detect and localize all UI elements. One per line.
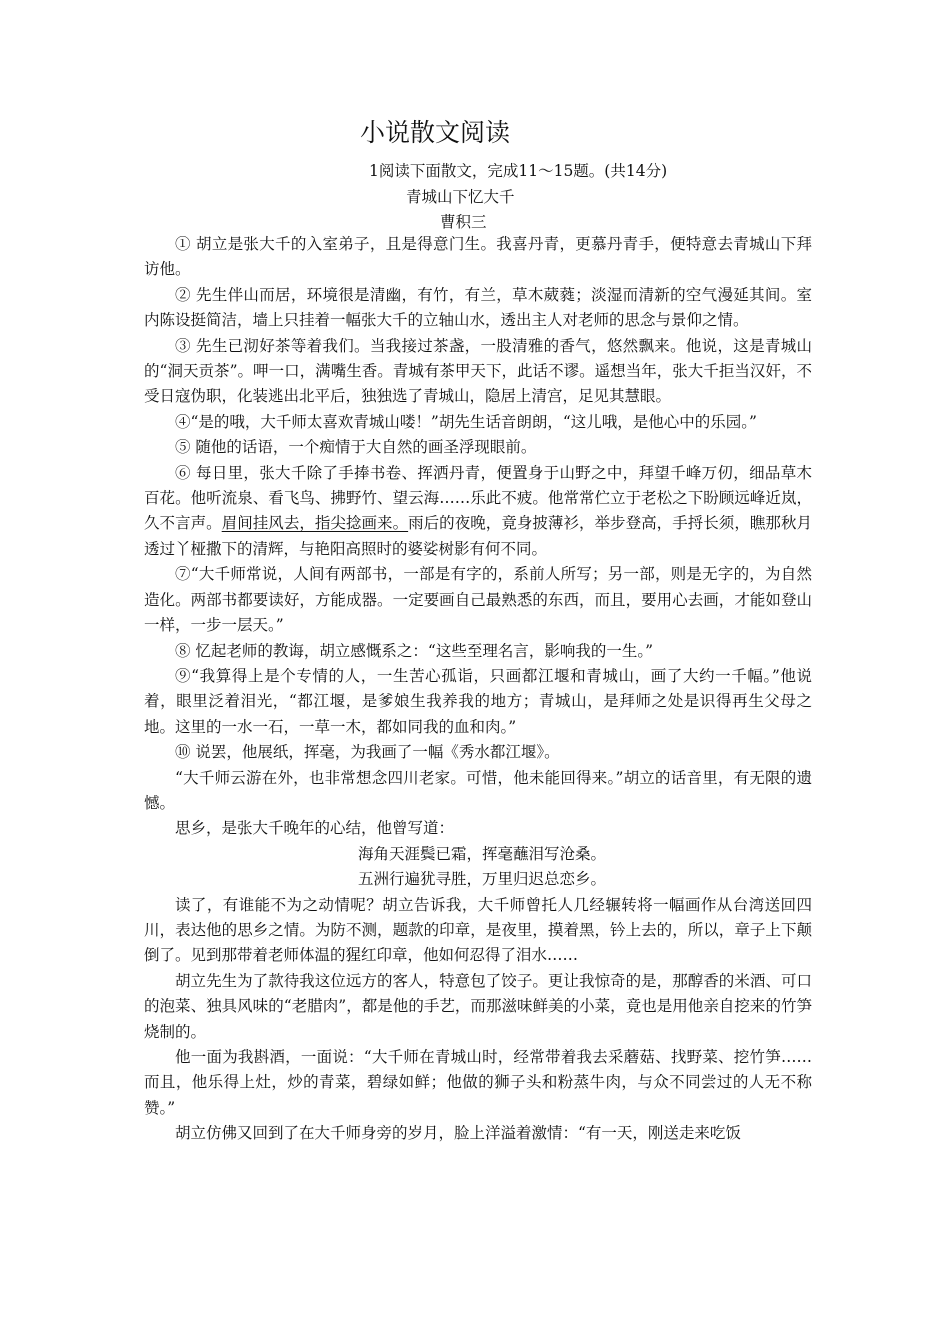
essay-title: 青城山下忆大千 <box>406 188 515 206</box>
underlined-sentence: 眉间挂风去，指尖捻画来。 <box>221 514 409 533</box>
paragraph: “大千师云游在外，也非常想念四川老家。可惜，他未能回得来。”胡立的话音里，有无限的遗憾。 <box>144 768 812 812</box>
paragraph: ⑩ 说罢，他展纸，挥毫，为我画了一幅《秀水都江堰》。 <box>175 743 560 762</box>
paragraph-6-before: ⑥ 每日里，张大千除了手捧书卷、挥洒丹青，便置身于山野之中，拜望千峰万仞，细品草木百花。他听流泉、看飞鸟、拂野竹、望云海……乐此不疲。他常常伫立于老松之下盼顾远峰近岚，久不言声。 <box>144 463 812 533</box>
paragraph: ⑤ 随他的话语，一个痴情于大自然的画圣浮现眼前。 <box>175 438 537 457</box>
paragraph: 思乡，是张大千晚年的心结，他曾写道： <box>175 819 455 838</box>
poem-line: 五洲行遍犹寻胜，万里归迟总恋乡。 <box>358 870 607 889</box>
paragraph: 胡立仿佛又回到了在大千师身旁的岁月，脸上洋溢着激情：“有一天，刚送走来吃饭 <box>175 1124 741 1143</box>
essay-author: 曹积三 <box>440 213 487 231</box>
page-title: 小说散文阅读 <box>360 118 511 147</box>
paragraph: ⑨“我算得上是个专情的人，一生苦心孤诣，只画都江堰和青城山，画了大约一千幅。”他说着，眼里泛着泪光，“都江堰，是爹娘生我养我的地方；青城山，是拜师之处是识得再生父母之地。这里的一水一石，一草一木，都如同我的血和肉。” <box>144 666 812 736</box>
paragraph: ③ 先生已沏好茶等着我们。当我接过茶盏，一股清雅的香气，悠然飘来。他说，这是青城山的“洞天贡茶”。呷一口，满嘴生香。青城有茶甲天下，此话不谬。遥想当年，张大千拒当汉奸，不受日寇伪职，化装逃出北平后，独独选了青城山，隐居上清宫，足见其慧眼。 <box>144 336 812 406</box>
paragraph: ⑦“大千师常说，人间有两部书，一部是有字的，系前人所写；另一部，则是无字的，为自然造化。两部书都要读好，方能成器。一定要画自己最熟悉的东西，而且，要用心去画，才能如登山一样，一步一层天。” <box>144 565 812 635</box>
question-intro: 1阅读下面散文，完成11～15题。(共14分) <box>369 162 668 180</box>
paragraph: ④“是的哦，大千师太喜欢青城山喽！”胡先生话音朗朗，“这儿哦，是他心中的乐园。” <box>175 412 757 431</box>
paragraph-6 <box>144 461 812 563</box>
paragraph: ② 先生伴山而居，环境很是清幽，有竹，有兰，草木葳蕤；淡湿而清新的空气漫延其间。室内陈设挺简洁，墙上只挂着一幅张大千的立轴山水，透出主人对老师的思念与景仰之情。 <box>144 285 812 330</box>
paragraph: 胡立先生为了款待我这位远方的客人，特意包了饺子。更让我惊奇的是，那醇香的米酒、可口的泡菜、独具风味的“老腊肉”，都是他的手艺，而那滋味鲜美的小菜，竟也是用他亲自挖来的竹笋烧制的。 <box>144 971 812 1041</box>
paragraph: ① 胡立是张大千的入室弟子，且是得意门生。我喜丹青，更慕丹青手，便特意去青城山下拜访他。 <box>144 235 812 279</box>
paragraph: 他一面为我斟酒，一面说：“大千师在青城山时，经常带着我去采蘑菇、找野菜、挖竹笋……而且，他乐得上灶，炒的青菜，碧绿如鲜；他做的狮子头和粉蒸牛肉，与众不同尝过的人无不称赞。” <box>144 1048 812 1117</box>
poem-line: 海角天涯鬓已霜，挥毫蘸泪写沧桑。 <box>358 844 607 863</box>
paragraph-6-after: 雨后的夜晚，竟身披薄衫，举步登高，手捋长须，瞧那秋月透过丫桠撒下的清辉，与艳阳高照时的婆娑树影有何不同。 <box>144 514 812 558</box>
paragraph: ⑧ 忆起老师的教诲，胡立感慨系之：“这些至理名言，影响我的一生。” <box>175 641 654 660</box>
paragraph: 读了，有谁能不为之动情呢？胡立告诉我，大千师曾托人几经辗转将一幅画作从台湾送回四川，表达他的思乡之情。为防不测，题款的印章，是夜里，摸着黑，钤上去的，所以，章子上下颠倒了。见到那带着老师体温的猩红印章，他如何忍得了泪水…… <box>144 895 812 965</box>
essay-body <box>144 232 812 1147</box>
